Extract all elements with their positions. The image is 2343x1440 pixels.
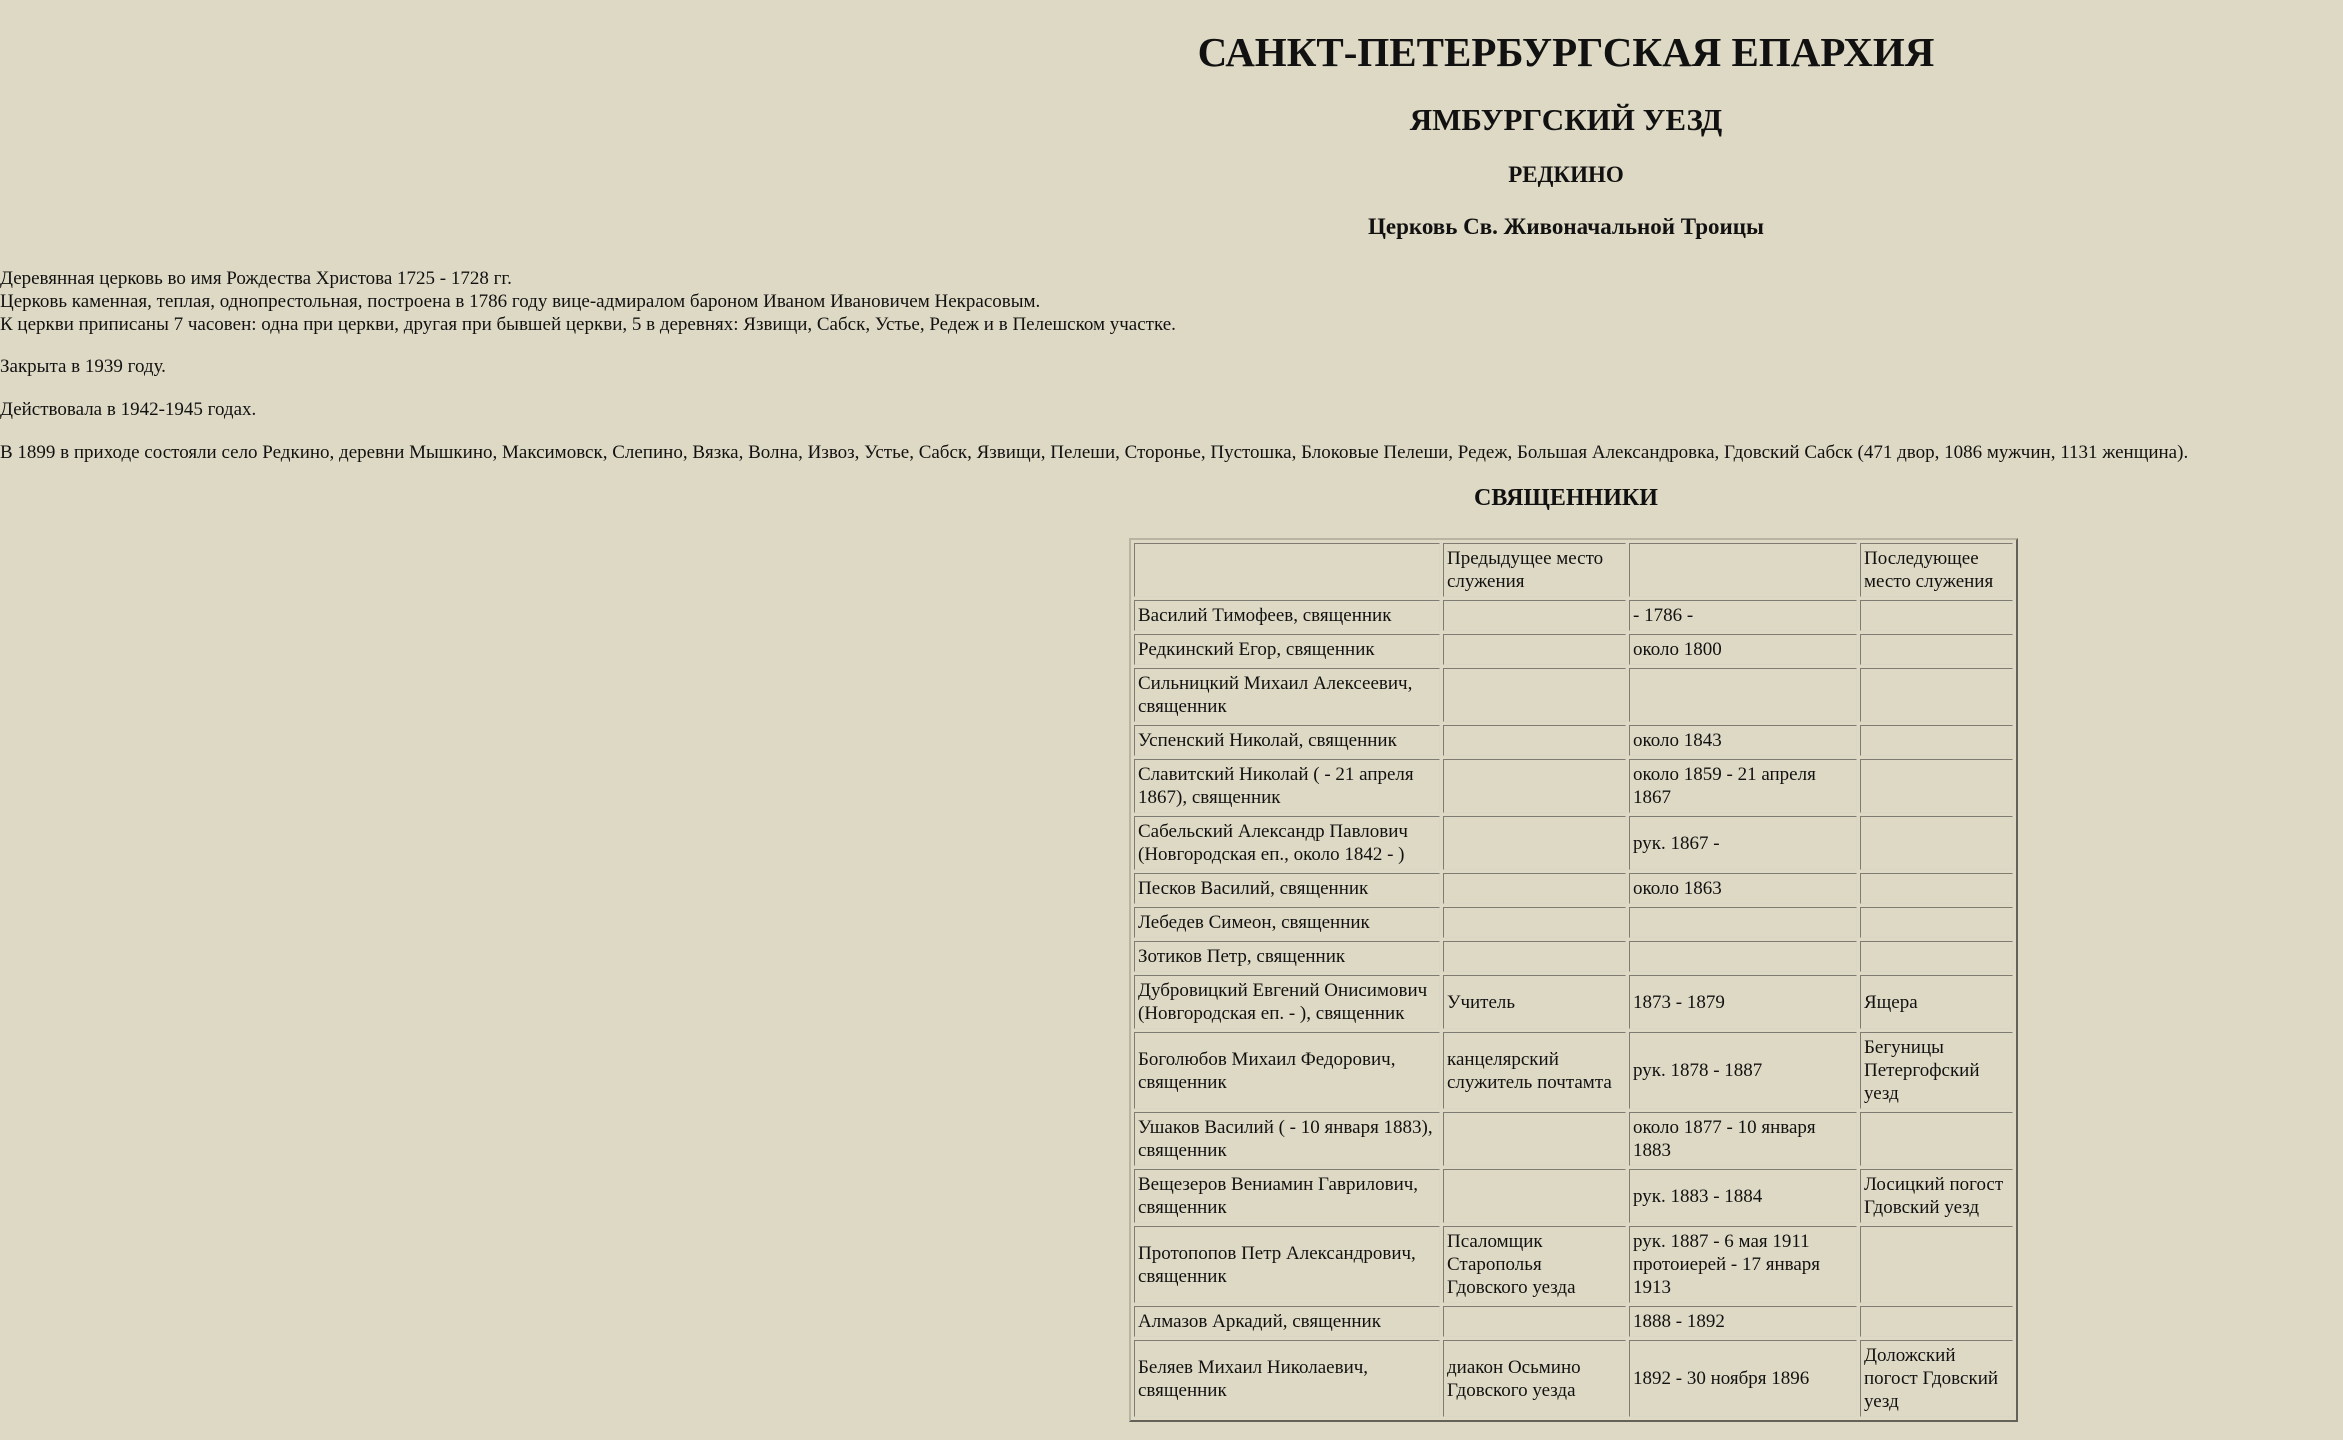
table-row — [1134, 1032, 2013, 1109]
table-row — [1134, 725, 2013, 756]
table-row — [1134, 668, 2013, 722]
table-cell: 1888 - 1892 — [1629, 1306, 1857, 1337]
parish-paragraph: В 1899 в приходе состояли село Редкино, деревни Мышкино, Максимовск, Слепино, Вязка, Волна, Извоз, Устье, Сабск, Язвищи, Пелеши, Сторонье, Пустошка, Блоковые Пелеши, Редеж, Большая Александровка, Гдовский Сабск (471 двор, 1086 мужчин, 1131 женщина). — [0, 442, 2189, 463]
table-row — [1134, 1306, 2013, 1337]
table-cell: Вещезеров Вениамин Гаврилович, священник — [1134, 1169, 1440, 1223]
table-cell: рук. 1887 - 6 мая 1911 протоиерей - 17 января 1913 — [1629, 1226, 1857, 1303]
table-cell: Сабельский Александр Павлович (Новгородская еп., около 1842 - ) — [1134, 816, 1440, 870]
table-cell: Боголюбов Михаил Федорович, священник — [1134, 1032, 1440, 1109]
table-cell — [1860, 668, 2013, 722]
header-cell — [1134, 543, 1440, 597]
table-row — [1134, 816, 2013, 870]
table-cell — [1860, 1226, 2013, 1303]
table-cell: Беляев Михаил Николаевич, священник — [1134, 1340, 1440, 1417]
active-paragraph: Действовала в 1942-1945 годах. — [0, 399, 257, 420]
priests-table-body — [1134, 543, 2013, 1417]
table-cell: около 1877 - 10 января 1883 — [1629, 1112, 1857, 1166]
table-cell: около 1843 — [1629, 725, 1857, 756]
table-cell — [1860, 725, 2013, 756]
table-row — [1134, 634, 2013, 665]
table-cell: рук. 1867 - — [1629, 816, 1857, 870]
table-cell: Ушаков Василий ( - 10 января 1883), священник — [1134, 1112, 1440, 1166]
table-cell: Зотиков Петр, священник — [1134, 941, 1440, 972]
table-cell: Славитский Николай ( - 21 апреля 1867), священник — [1134, 759, 1440, 813]
table-cell — [1860, 759, 2013, 813]
header-cell — [1629, 543, 1857, 597]
district-title: ЯМБУРГСКИЙ УЕЗД — [1409, 102, 1723, 137]
priests-section-title: СВЯЩЕННИКИ — [1474, 485, 1658, 511]
table-cell — [1443, 816, 1626, 870]
diocese-title: САНКТ-ПЕТЕРБУРГСКАЯ ЕПАРХИЯ — [1197, 29, 1935, 75]
table-cell: диакон Осьмино Гдовского уезда — [1443, 1340, 1626, 1417]
closed-paragraph: Закрыта в 1939 году. — [0, 356, 166, 377]
table-cell — [1629, 941, 1857, 972]
history-line-3: К церкви приписаны 7 часовен: одна при церкви, другая при бывшей церкви, 5 в деревнях: Язвищи, Сабск, Устье, Редеж и в Пелешском участке. — [0, 314, 1176, 335]
church-title: Церковь Св. Живоначальной Троицы — [1368, 214, 1764, 239]
table-cell — [1860, 816, 2013, 870]
table-cell: Протопопов Петр Александрович, священник — [1134, 1226, 1440, 1303]
table-cell: Песков Василий, священник — [1134, 873, 1440, 904]
table-cell: 1873 - 1879 — [1629, 975, 1857, 1029]
table-cell — [1629, 668, 1857, 722]
history-paragraph — [0, 267, 1176, 336]
table-row — [1134, 1112, 2013, 1166]
table-cell: рук. 1883 - 1884 — [1629, 1169, 1857, 1223]
table-cell — [1629, 907, 1857, 938]
table-cell — [1443, 759, 1626, 813]
table-cell: Успенский Николай, священник — [1134, 725, 1440, 756]
table-cell — [1443, 725, 1626, 756]
table-cell: Алмазов Аркадий, священник — [1134, 1306, 1440, 1337]
table-cell — [1443, 1112, 1626, 1166]
table-cell: - 1786 - — [1629, 600, 1857, 631]
table-cell — [1443, 1169, 1626, 1223]
table-cell: Сильницкий Михаил Алексеевич, священник — [1134, 668, 1440, 722]
table-cell — [1860, 907, 2013, 938]
table-cell: Псаломщик Старополья Гдовского уезда — [1443, 1226, 1626, 1303]
table-cell — [1443, 600, 1626, 631]
header-cell: Последующее место служения — [1860, 543, 2013, 597]
table-cell — [1860, 873, 2013, 904]
table-row — [1134, 1226, 2013, 1303]
table-cell: Лосицкий погост Гдовский уезд — [1860, 1169, 2013, 1223]
table-cell — [1443, 668, 1626, 722]
table-cell: Доложский погост Гдовский уезд — [1860, 1340, 2013, 1417]
table-row — [1134, 941, 2013, 972]
table-cell: Бегуницы Петергофский уезд — [1860, 1032, 2013, 1109]
table-row — [1134, 759, 2013, 813]
table-cell: около 1863 — [1629, 873, 1857, 904]
table-cell — [1443, 907, 1626, 938]
table-row — [1134, 600, 2013, 631]
table-cell — [1443, 941, 1626, 972]
table-cell: Ящера — [1860, 975, 2013, 1029]
table-cell: около 1859 - 21 апреля 1867 — [1629, 759, 1857, 813]
header-cell: Предыдущее место служения — [1443, 543, 1626, 597]
table-cell: Лебедев Симеон, священник — [1134, 907, 1440, 938]
table-header-row — [1134, 543, 2013, 597]
table-row — [1134, 873, 2013, 904]
table-cell — [1443, 1306, 1626, 1337]
table-row — [1134, 975, 2013, 1029]
history-line-2: Церковь каменная, теплая, однопрестольная, построена в 1786 году вице-адмиралом бароном Иваном Ивановичем Некрасовым. — [0, 291, 1041, 312]
table-cell — [1860, 1112, 2013, 1166]
table-cell: Василий Тимофеев, священник — [1134, 600, 1440, 631]
table-cell: рук. 1878 - 1887 — [1629, 1032, 1857, 1109]
priests-table-wrapper — [1129, 538, 2018, 1422]
table-cell — [1443, 634, 1626, 665]
table-cell: Редкинский Егор, священник — [1134, 634, 1440, 665]
table-row — [1134, 1340, 2013, 1417]
table-cell: канцелярский служитель почтамта — [1443, 1032, 1626, 1109]
table-cell — [1860, 634, 2013, 665]
table-row — [1134, 1169, 2013, 1223]
history-line-1: Деревянная церковь во имя Рождества Христова 1725 - 1728 гг. — [0, 268, 512, 289]
table-row — [1134, 907, 2013, 938]
table-cell: Дубровицкий Евгений Онисимович (Новгородская еп. - ), священник — [1134, 975, 1440, 1029]
table-cell — [1860, 600, 2013, 631]
table-cell — [1860, 941, 2013, 972]
table-cell — [1860, 1306, 2013, 1337]
table-cell — [1443, 873, 1626, 904]
priests-table — [1129, 538, 2018, 1422]
table-cell: Учитель — [1443, 975, 1626, 1029]
table-cell: 1892 - 30 ноября 1896 — [1629, 1340, 1857, 1417]
table-cell: около 1800 — [1629, 634, 1857, 665]
village-title: РЕДКИНО — [1508, 162, 1624, 187]
